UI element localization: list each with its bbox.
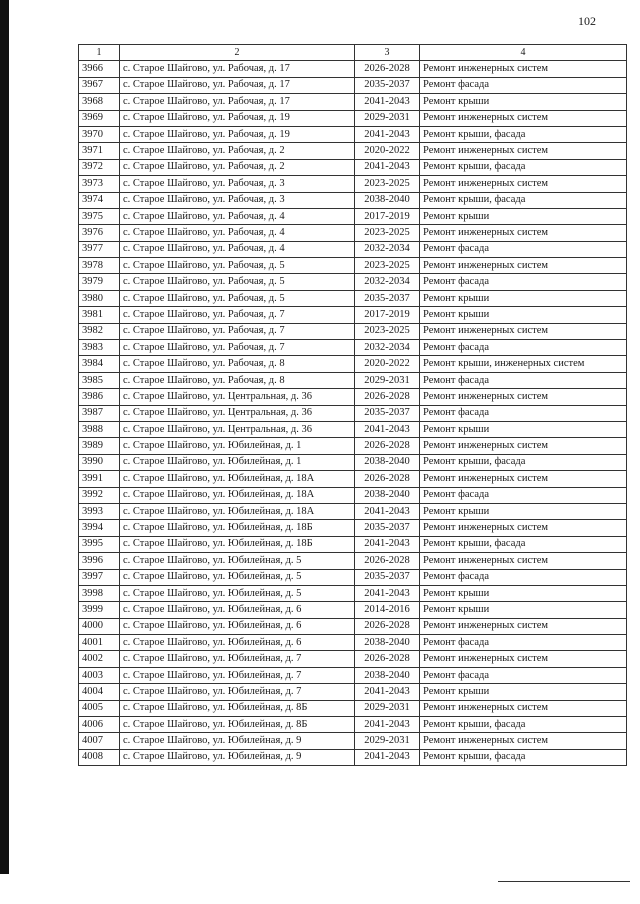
table-row [79,585,627,601]
table-row [79,536,627,552]
row-number: 3986 [79,389,120,405]
work-type-cell: Ремонт фасада [420,635,627,651]
work-type-cell: Ремонт крыши, фасада [420,749,627,765]
table-row [79,159,627,175]
row-number: 3968 [79,94,120,110]
row-number: 3983 [79,340,120,356]
row-number: 3989 [79,438,120,454]
table-row [79,307,627,323]
table-row [79,454,627,470]
row-number: 4008 [79,749,120,765]
period-cell: 2026-2028 [355,389,420,405]
work-type-cell: Ремонт инженерных систем [420,438,627,454]
row-number: 4006 [79,717,120,733]
address-cell: с. Старое Шайгово, ул. Юбилейная, д. 18Б [120,520,355,536]
table-row [79,192,627,208]
address-cell: с. Старое Шайгово, ул. Юбилейная, д. 18А [120,487,355,503]
row-number: 3967 [79,77,120,93]
work-type-cell: Ремонт инженерных систем [420,323,627,339]
row-number: 3994 [79,520,120,536]
period-cell: 2029-2031 [355,733,420,749]
period-cell: 2041-2043 [355,536,420,552]
period-cell: 2038-2040 [355,487,420,503]
period-cell: 2038-2040 [355,635,420,651]
table-body [79,61,627,766]
address-cell: с. Старое Шайгово, ул. Юбилейная, д. 7 [120,667,355,683]
repair-schedule-table [78,44,627,766]
work-type-cell: Ремонт инженерных систем [420,258,627,274]
address-cell: с. Старое Шайгово, ул. Юбилейная, д. 6 [120,618,355,634]
work-type-cell: Ремонт крыши [420,602,627,618]
period-cell: 2026-2028 [355,471,420,487]
period-cell: 2038-2040 [355,192,420,208]
address-cell: с. Старое Шайгово, ул. Юбилейная, д. 6 [120,635,355,651]
work-type-cell: Ремонт фасада [420,487,627,503]
table-row [79,438,627,454]
period-cell: 2035-2037 [355,405,420,421]
period-cell: 2029-2031 [355,110,420,126]
table-row [79,569,627,585]
table-row [79,405,627,421]
address-cell: с. Старое Шайгово, ул. Рабочая, д. 7 [120,323,355,339]
period-cell: 2014-2016 [355,602,420,618]
row-number: 4007 [79,733,120,749]
row-number: 3997 [79,569,120,585]
row-number: 4005 [79,700,120,716]
row-number: 3990 [79,454,120,470]
address-cell: с. Старое Шайгово, ул. Юбилейная, д. 6 [120,602,355,618]
period-cell: 2029-2031 [355,700,420,716]
row-number: 3972 [79,159,120,175]
table-row [79,651,627,667]
table-header-row [79,45,627,61]
table-row [79,323,627,339]
work-type-cell: Ремонт фасада [420,340,627,356]
address-cell: с. Старое Шайгово, ул. Рабочая, д. 19 [120,126,355,142]
work-type-cell: Ремонт крыши [420,503,627,519]
address-cell: с. Старое Шайгово, ул. Рабочая, д. 8 [120,372,355,388]
table-row [79,733,627,749]
address-cell: с. Старое Шайгово, ул. Рабочая, д. 8 [120,356,355,372]
work-type-cell: Ремонт крыши [420,421,627,437]
row-number: 4003 [79,667,120,683]
work-type-cell: Ремонт инженерных систем [420,651,627,667]
work-type-cell: Ремонт крыши, фасада [420,717,627,733]
work-type-cell: Ремонт крыши, фасада [420,192,627,208]
address-cell: с. Старое Шайгово, ул. Рабочая, д. 5 [120,290,355,306]
work-type-cell: Ремонт крыши [420,307,627,323]
column-header: 4 [420,45,627,61]
period-cell: 2020-2022 [355,356,420,372]
period-cell: 2032-2034 [355,241,420,257]
work-type-cell: Ремонт фасада [420,372,627,388]
period-cell: 2032-2034 [355,274,420,290]
row-number: 3970 [79,126,120,142]
period-cell: 2020-2022 [355,143,420,159]
row-number: 3979 [79,274,120,290]
row-number: 3987 [79,405,120,421]
period-cell: 2041-2043 [355,159,420,175]
footer-rule [498,881,630,882]
address-cell: с. Старое Шайгово, ул. Юбилейная, д. 7 [120,684,355,700]
table-row [79,553,627,569]
address-cell: с. Старое Шайгово, ул. Рабочая, д. 19 [120,110,355,126]
work-type-cell: Ремонт инженерных систем [420,225,627,241]
row-number: 3981 [79,307,120,323]
work-type-cell: Ремонт крыши [420,290,627,306]
address-cell: с. Старое Шайгово, ул. Рабочая, д. 3 [120,192,355,208]
row-number: 3966 [79,61,120,77]
table-row [79,667,627,683]
table-row [79,520,627,536]
address-cell: с. Старое Шайгово, ул. Рабочая, д. 5 [120,274,355,290]
row-number: 3999 [79,602,120,618]
period-cell: 2041-2043 [355,126,420,142]
address-cell: с. Старое Шайгово, ул. Рабочая, д. 7 [120,340,355,356]
work-type-cell: Ремонт крыши, инженерных систем [420,356,627,372]
column-header: 2 [120,45,355,61]
table-row [79,717,627,733]
table-row [79,274,627,290]
period-cell: 2029-2031 [355,372,420,388]
table-row [79,602,627,618]
column-header: 3 [355,45,420,61]
address-cell: с. Старое Шайгово, ул. Центральная, д. 36 [120,389,355,405]
table-row [79,126,627,142]
table-row [79,389,627,405]
table-row [79,143,627,159]
address-cell: с. Старое Шайгово, ул. Юбилейная, д. 5 [120,569,355,585]
work-type-cell: Ремонт инженерных систем [420,389,627,405]
period-cell: 2032-2034 [355,340,420,356]
work-type-cell: Ремонт инженерных систем [420,618,627,634]
address-cell: с. Старое Шайгово, ул. Рабочая, д. 5 [120,258,355,274]
address-cell: с. Старое Шайгово, ул. Рабочая, д. 4 [120,225,355,241]
period-cell: 2041-2043 [355,717,420,733]
period-cell: 2035-2037 [355,77,420,93]
address-cell: с. Старое Шайгово, ул. Юбилейная, д. 8Б [120,700,355,716]
work-type-cell: Ремонт крыши, фасада [420,126,627,142]
period-cell: 2041-2043 [355,684,420,700]
row-number: 4000 [79,618,120,634]
address-cell: с. Старое Шайгово, ул. Юбилейная, д. 8Б [120,717,355,733]
table-row [79,241,627,257]
work-type-cell: Ремонт фасада [420,241,627,257]
work-type-cell: Ремонт инженерных систем [420,553,627,569]
row-number: 3993 [79,503,120,519]
address-cell: с. Старое Шайгово, ул. Центральная, д. 36 [120,405,355,421]
table-row [79,61,627,77]
period-cell: 2026-2028 [355,651,420,667]
work-type-cell: Ремонт инженерных систем [420,471,627,487]
row-number: 3978 [79,258,120,274]
work-type-cell: Ремонт инженерных систем [420,110,627,126]
row-number: 3976 [79,225,120,241]
address-cell: с. Старое Шайгово, ул. Юбилейная, д. 5 [120,585,355,601]
address-cell: с. Старое Шайгово, ул. Юбилейная, д. 18А [120,503,355,519]
address-cell: с. Старое Шайгово, ул. Юбилейная, д. 1 [120,454,355,470]
work-type-cell: Ремонт фасада [420,667,627,683]
period-cell: 2035-2037 [355,520,420,536]
period-cell: 2026-2028 [355,618,420,634]
work-type-cell: Ремонт фасада [420,274,627,290]
work-type-cell: Ремонт крыши, фасада [420,454,627,470]
address-cell: с. Старое Шайгово, ул. Юбилейная, д. 5 [120,553,355,569]
table-row [79,487,627,503]
table-row [79,503,627,519]
period-cell: 2026-2028 [355,553,420,569]
row-number: 4004 [79,684,120,700]
table-row [79,77,627,93]
work-type-cell: Ремонт инженерных систем [420,143,627,159]
table-row [79,635,627,651]
row-number: 4002 [79,651,120,667]
table-row [79,225,627,241]
work-type-cell: Ремонт крыши [420,684,627,700]
row-number: 3980 [79,290,120,306]
row-number: 3974 [79,192,120,208]
work-type-cell: Ремонт крыши [420,585,627,601]
row-number: 3991 [79,471,120,487]
row-number: 3998 [79,585,120,601]
address-cell: с. Старое Шайгово, ул. Рабочая, д. 17 [120,77,355,93]
work-type-cell: Ремонт инженерных систем [420,61,627,77]
address-cell: с. Старое Шайгово, ул. Юбилейная, д. 9 [120,749,355,765]
address-cell: с. Старое Шайгово, ул. Рабочая, д. 4 [120,241,355,257]
work-type-cell: Ремонт крыши [420,208,627,224]
table-row [79,258,627,274]
table-row [79,700,627,716]
work-type-cell: Ремонт крыши, фасада [420,159,627,175]
address-cell: с. Старое Шайгово, ул. Юбилейная, д. 18Б [120,536,355,552]
table-row [79,208,627,224]
table-row [79,290,627,306]
table-row [79,471,627,487]
row-number: 3971 [79,143,120,159]
period-cell: 2041-2043 [355,749,420,765]
address-cell: с. Старое Шайгово, ул. Рабочая, д. 3 [120,176,355,192]
table-row [79,356,627,372]
scan-edge-bar [0,0,9,874]
table-row [79,749,627,765]
address-cell: с. Старое Шайгово, ул. Рабочая, д. 2 [120,143,355,159]
row-number: 3988 [79,421,120,437]
row-number: 3977 [79,241,120,257]
period-cell: 2041-2043 [355,585,420,601]
column-header: 1 [79,45,120,61]
table-row [79,421,627,437]
table-row [79,372,627,388]
work-type-cell: Ремонт инженерных систем [420,520,627,536]
page-number: 102 [578,14,596,28]
table-row [79,110,627,126]
period-cell: 2017-2019 [355,208,420,224]
table-row [79,340,627,356]
row-number: 3996 [79,553,120,569]
period-cell: 2023-2025 [355,176,420,192]
address-cell: с. Старое Шайгово, ул. Рабочая, д. 7 [120,307,355,323]
address-cell: с. Старое Шайгово, ул. Рабочая, д. 17 [120,94,355,110]
row-number: 3984 [79,356,120,372]
period-cell: 2041-2043 [355,94,420,110]
row-number: 3975 [79,208,120,224]
row-number: 3969 [79,110,120,126]
work-type-cell: Ремонт крыши [420,94,627,110]
row-number: 3982 [79,323,120,339]
address-cell: с. Старое Шайгово, ул. Юбилейная, д. 1 [120,438,355,454]
period-cell: 2026-2028 [355,61,420,77]
period-cell: 2041-2043 [355,421,420,437]
period-cell: 2023-2025 [355,323,420,339]
work-type-cell: Ремонт фасада [420,405,627,421]
table-row [79,618,627,634]
address-cell: с. Старое Шайгово, ул. Рабочая, д. 17 [120,61,355,77]
row-number: 3995 [79,536,120,552]
address-cell: с. Старое Шайгово, ул. Рабочая, д. 4 [120,208,355,224]
table-row [79,176,627,192]
address-cell: с. Старое Шайгово, ул. Юбилейная, д. 9 [120,733,355,749]
period-cell: 2026-2028 [355,438,420,454]
work-type-cell: Ремонт фасада [420,77,627,93]
work-type-cell: Ремонт фасада [420,569,627,585]
address-cell: с. Старое Шайгово, ул. Юбилейная, д. 7 [120,651,355,667]
table-row [79,94,627,110]
row-number: 3992 [79,487,120,503]
row-number: 4001 [79,635,120,651]
work-type-cell: Ремонт крыши, фасада [420,536,627,552]
address-cell: с. Старое Шайгово, ул. Рабочая, д. 2 [120,159,355,175]
period-cell: 2023-2025 [355,225,420,241]
period-cell: 2035-2037 [355,569,420,585]
period-cell: 2035-2037 [355,290,420,306]
period-cell: 2038-2040 [355,667,420,683]
period-cell: 2023-2025 [355,258,420,274]
address-cell: с. Старое Шайгово, ул. Центральная, д. 36 [120,421,355,437]
address-cell: с. Старое Шайгово, ул. Юбилейная, д. 18А [120,471,355,487]
period-cell: 2017-2019 [355,307,420,323]
row-number: 3985 [79,372,120,388]
work-type-cell: Ремонт инженерных систем [420,176,627,192]
row-number: 3973 [79,176,120,192]
table-row [79,684,627,700]
work-type-cell: Ремонт инженерных систем [420,700,627,716]
period-cell: 2038-2040 [355,454,420,470]
work-type-cell: Ремонт инженерных систем [420,733,627,749]
period-cell: 2041-2043 [355,503,420,519]
